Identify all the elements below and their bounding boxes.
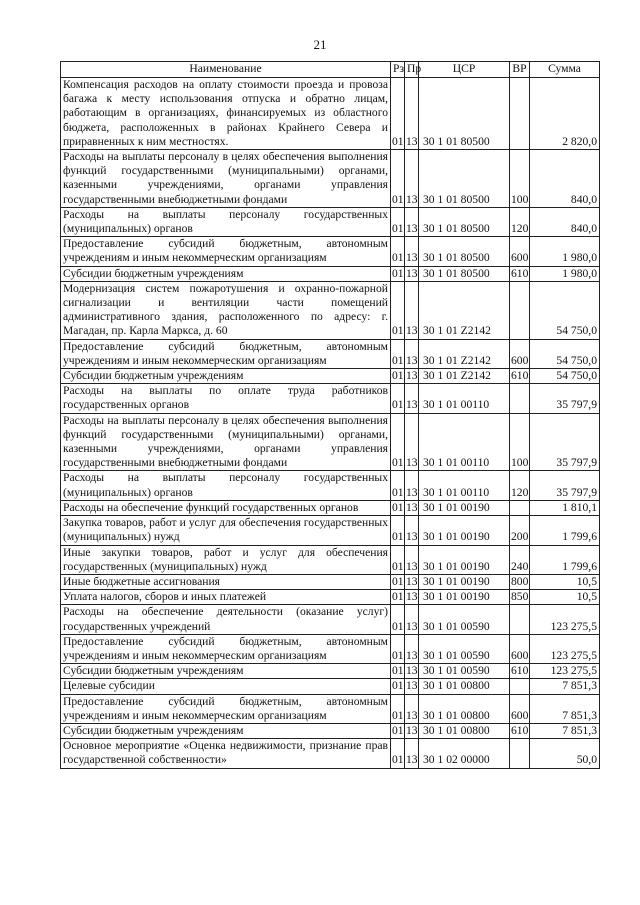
row-vr: [510, 679, 530, 694]
row-name: Предоставление субсидий бюджетным, автономным учреждениям и иным некоммерческим организациям: [61, 237, 391, 266]
row-sum: 840,0: [530, 150, 600, 208]
row-rz: 01: [391, 694, 405, 723]
row-sum: 2 820,0: [530, 78, 600, 150]
row-pr: 13: [405, 207, 419, 236]
row-rz: 01: [392, 500, 404, 514]
row-vr: 800: [511, 574, 529, 588]
row-vr: 610: [511, 723, 529, 737]
header-vr: ВР: [510, 62, 530, 78]
row-rz: 01: [392, 723, 404, 737]
row-csr: 30 1 01 00190: [419, 500, 510, 515]
row-name: Субсидии бюджетным учреждениям: [61, 723, 391, 738]
row-rz: 01: [392, 664, 404, 678]
header-rz: Рз: [391, 62, 405, 78]
row-sum: 54 750,0: [530, 369, 600, 384]
row-csr: 30 1 01 Z2142: [419, 339, 510, 368]
row-vr: 610: [511, 369, 529, 383]
row-sum: 10,5: [530, 574, 600, 589]
row-vr: 610: [511, 266, 529, 280]
row-pr: 13: [405, 605, 419, 634]
row-csr: 30 1 01 00590: [419, 605, 510, 634]
row-csr: 30 1 01 80500: [419, 237, 510, 266]
row-pr: 13: [405, 471, 419, 500]
header-pr: Пр: [405, 62, 419, 78]
table-row: [61, 605, 600, 634]
table-row: [61, 266, 600, 281]
row-name: Расходы на выплаты персоналу государственных (муниципальных) органов: [61, 471, 391, 500]
table-row: [61, 471, 600, 500]
row-csr: 30 1 01 00800: [419, 679, 510, 694]
row-sum: 7 851,3: [530, 694, 600, 723]
table-body: [61, 78, 600, 769]
row-pr: 13: [405, 545, 419, 574]
row-rz: 01: [391, 739, 405, 768]
table-row: [61, 634, 600, 663]
page-number: 21: [313, 37, 327, 52]
row-pr: 13: [405, 413, 419, 471]
row-sum: 54 750,0: [530, 339, 600, 368]
row-name: Расходы на обеспечение функций государственных органов: [61, 500, 391, 515]
table-row: [61, 500, 600, 515]
row-name: Предоставление субсидий бюджетным, автономным учреждениям и иным некоммерческим организациям: [61, 694, 391, 723]
row-rz: 01: [392, 369, 404, 383]
row-csr: 30 1 01 00800: [419, 723, 510, 738]
row-vr: [510, 78, 530, 150]
row-name: Уплата налогов, сборов и иных платежей: [61, 590, 391, 605]
row-name: Субсидии бюджетным учреждениям: [61, 369, 391, 384]
row-sum: 1 810,1: [530, 500, 600, 515]
row-rz: 01: [391, 605, 405, 634]
row-sum: 10,5: [530, 590, 600, 605]
row-sum: 840,0: [530, 207, 600, 236]
row-name: Расходы на выплаты персоналу в целях обеспечения выполнения функций государственными (муниципальными) органами, казенными учреждениями, органами управления государственными внебюджетными фондами: [61, 413, 391, 471]
row-csr: 30 1 01 00190: [419, 574, 510, 589]
row-csr: 30 1 01 00800: [419, 694, 510, 723]
row-pr: 13: [406, 664, 418, 678]
header-sum: Сумма: [530, 62, 600, 78]
row-vr: 100: [510, 413, 530, 471]
table-row: [61, 339, 600, 368]
row-rz: 01: [391, 545, 405, 574]
row-pr: 13: [406, 574, 418, 588]
row-vr: 600: [510, 634, 530, 663]
table-row: [61, 679, 600, 694]
table-row: [61, 723, 600, 738]
row-name: Расходы на выплаты по оплате труда работников государственных органов: [61, 384, 391, 413]
budget-table: [60, 61, 600, 769]
header-csr: ЦСР: [419, 62, 510, 78]
row-name: Предоставление субсидий бюджетным, автономным учреждениям и иным некоммерческим организациям: [61, 339, 391, 368]
row-rz: 01: [391, 339, 405, 368]
row-name: Иные бюджетные ассигнования: [61, 574, 391, 589]
row-rz: 01: [391, 207, 405, 236]
table-row: [61, 369, 600, 384]
row-name: Закупка товаров, работ и услуг для обеспечения государственных (муниципальных) нужд: [61, 516, 391, 545]
row-pr: 13: [406, 590, 418, 604]
table-row: [61, 664, 600, 679]
row-name: Субсидии бюджетным учреждениям: [61, 664, 391, 679]
row-csr: 30 1 01 00590: [419, 634, 510, 663]
row-sum: 123 275,5: [530, 664, 600, 679]
row-rz: 01: [392, 574, 404, 588]
table-row: [61, 574, 600, 589]
row-pr: 13: [406, 679, 418, 693]
row-csr: 30 1 01 Z2142: [419, 369, 510, 384]
row-pr: 13: [405, 78, 419, 150]
row-csr: 30 1 01 00190: [419, 545, 510, 574]
row-sum: 1 799,6: [530, 516, 600, 545]
row-name: Иные закупки товаров, работ и услуг для обеспечения государственных (муниципальных) нужд: [61, 545, 391, 574]
table-row: [61, 545, 600, 574]
row-rz: 01: [391, 634, 405, 663]
row-csr: 30 1 01 80500: [419, 78, 510, 150]
row-vr: [510, 739, 530, 768]
row-rz: 01: [391, 78, 405, 150]
table-row: [61, 516, 600, 545]
row-sum: 35 797,9: [530, 413, 600, 471]
row-vr: [510, 500, 530, 515]
row-vr: 600: [510, 694, 530, 723]
row-pr: 13: [405, 694, 419, 723]
row-vr: 610: [511, 664, 529, 678]
row-pr: 13: [405, 281, 419, 339]
row-rz: 01: [392, 679, 404, 693]
row-rz: 01: [392, 266, 404, 280]
row-sum: 1 980,0: [530, 266, 600, 281]
table-row: [61, 384, 600, 413]
row-pr: 13: [405, 339, 419, 368]
row-name: Компенсация расходов на оплату стоимости проезда и провоза багажа к месту использования отпуска и обратно лицам, работающим в организациях, финансируемых из областного бюджета, расположенных в районах Крайнего Севера и приравненных к ним местностях.: [61, 78, 391, 150]
row-csr: 30 1 01 00110: [419, 384, 510, 413]
row-csr: 30 1 01 00190: [419, 516, 510, 545]
row-name: Основное мероприятие «Оценка недвижимости, признание прав государственной собственности»: [61, 739, 391, 768]
row-csr: 30 1 01 00190: [419, 590, 510, 605]
table-row: [61, 694, 600, 723]
row-rz: 01: [391, 471, 405, 500]
row-pr: 13: [406, 500, 418, 514]
row-sum: 35 797,9: [530, 471, 600, 500]
table-row: [61, 207, 600, 236]
row-pr: 13: [405, 516, 419, 545]
row-vr: 600: [510, 237, 530, 266]
table-row: [61, 413, 600, 471]
row-pr: 13: [406, 266, 418, 280]
table-row: [61, 739, 600, 768]
table-row: [61, 150, 600, 208]
row-csr: 30 1 01 00590: [419, 664, 510, 679]
row-sum: 7 851,3: [530, 679, 600, 694]
row-rz: 01: [391, 281, 405, 339]
row-pr: 13: [406, 723, 418, 737]
row-sum: 123 275,5: [530, 605, 600, 634]
table-row: [61, 590, 600, 605]
row-sum: 50,0: [530, 739, 600, 768]
row-sum: 1 980,0: [530, 237, 600, 266]
row-csr: 30 1 02 00000: [419, 739, 510, 768]
row-sum: 1 799,6: [530, 545, 600, 574]
row-vr: 240: [510, 545, 530, 574]
table-row: [61, 78, 600, 150]
row-pr: 13: [405, 634, 419, 663]
row-vr: [510, 384, 530, 413]
row-vr: [510, 281, 530, 339]
row-csr: 30 1 01 80500: [419, 150, 510, 208]
row-pr: 13: [405, 739, 419, 768]
table-header-row: [61, 62, 600, 78]
row-vr: 200: [510, 516, 530, 545]
row-name: Расходы на выплаты персоналу государственных (муниципальных) органов: [61, 207, 391, 236]
row-rz: 01: [391, 516, 405, 545]
row-csr: 30 1 01 80500: [419, 266, 510, 281]
row-vr: 100: [510, 150, 530, 208]
row-name: Целевые субсидии: [61, 679, 391, 694]
row-rz: 01: [392, 590, 404, 604]
row-pr: 13: [406, 369, 418, 383]
row-vr: 850: [511, 590, 529, 604]
row-name: Предоставление субсидий бюджетным, автономным учреждениям и иным некоммерческим организациям: [61, 634, 391, 663]
row-sum: 35 797,9: [530, 384, 600, 413]
row-sum: 54 750,0: [530, 281, 600, 339]
table-row: [61, 281, 600, 339]
row-vr: [510, 605, 530, 634]
row-rz: 01: [391, 413, 405, 471]
row-csr: 30 1 01 Z2142: [419, 281, 510, 339]
row-vr: 120: [510, 471, 530, 500]
table-row: [61, 237, 600, 266]
row-pr: 13: [405, 384, 419, 413]
row-rz: 01: [391, 384, 405, 413]
row-rz: 01: [391, 150, 405, 208]
row-pr: 13: [405, 237, 419, 266]
row-name: Модернизация систем пожаротушения и охранно-пожарной сигнализации и вентиляции части помещений административного здания, расположенного по адресу: г. Магадан, пр. Карла Маркса, д. 60: [61, 281, 391, 339]
row-csr: 30 1 01 00110: [419, 471, 510, 500]
row-name: Субсидии бюджетным учреждениям: [61, 266, 391, 281]
row-pr: 13: [405, 150, 419, 208]
row-sum: 123 275,5: [530, 634, 600, 663]
row-csr: 30 1 01 80500: [419, 207, 510, 236]
header-name: Наименование: [61, 62, 391, 78]
row-sum: 7 851,3: [530, 723, 600, 738]
row-vr: 120: [510, 207, 530, 236]
row-vr: 600: [510, 339, 530, 368]
row-rz: 01: [391, 237, 405, 266]
row-name: Расходы на выплаты персоналу в целях обеспечения выполнения функций государственными (муниципальными) органами, казенными учреждениями, органами управления государственными внебюджетными фондами: [61, 150, 391, 208]
row-csr: 30 1 01 00110: [419, 413, 510, 471]
row-name: Расходы на обеспечение деятельности (оказание услуг) государственных учреждений: [61, 605, 391, 634]
